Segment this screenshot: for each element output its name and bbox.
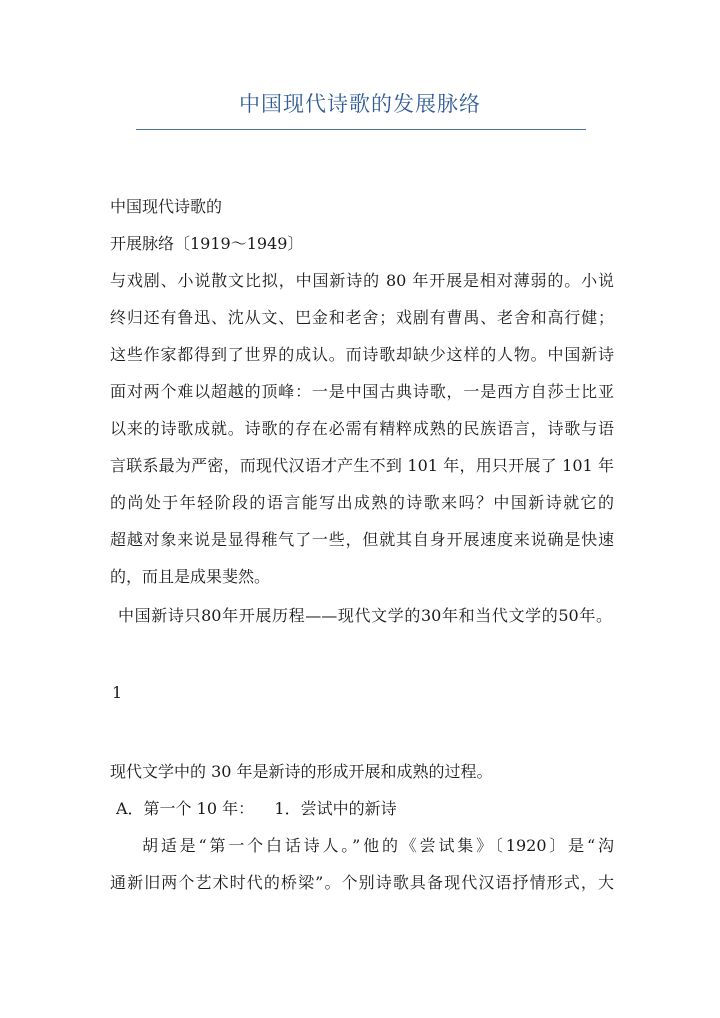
- paragraph-line: 以来的诗歌成就。诗歌的存在必需有精粹成熟的民族语言，诗歌与语: [110, 419, 614, 438]
- subtitle-line: 开展脉络〔1919～1949〕: [110, 234, 304, 253]
- paragraph-line: 的，而且是成果斐然。: [110, 567, 271, 586]
- title-divider: [136, 129, 586, 130]
- paragraph-line: 胡适是“第一个白话诗人。”他的《尝试集》〔1920〕是“沟: [142, 836, 614, 855]
- paragraph-line: 超越对象来说是显得稚气了一些，但就其自身开展速度来说确是快速: [110, 530, 614, 549]
- paragraph-line: 通新旧两个艺术时代的桥梁”。个别诗歌具备现代汉语抒情形式，大: [110, 873, 614, 892]
- page-number: 1: [112, 683, 123, 702]
- paragraph-line: 终归还有鲁迅、沈从文、巴金和老舍；戏剧有曹禺、老舍和高行健；: [110, 308, 614, 327]
- paragraph-line: 这些作家都得到了世界的成认。而诗歌却缺少这样的人物。中国新诗: [110, 345, 614, 364]
- paragraph-line: 的尚处于年轻阶段的语言能写出成熟的诗歌来吗？中国新诗就它的: [110, 493, 614, 512]
- paragraph-line: 现代文学中的 30 年是新诗的形成开展和成熟的过程。: [110, 762, 493, 781]
- section-heading: A．第一个 10 年： 1．尝试中的新诗: [116, 799, 397, 818]
- paragraph-line: 面对两个难以超越的顶峰：一是中国古典诗歌，一是西方自莎士比亚: [110, 382, 614, 401]
- page-title: 中国现代诗歌的发展脉络: [239, 92, 481, 116]
- paragraph-line: 言联系最为严密，而现代汉语才产生不到 101 年，用只开展了 101 年: [110, 456, 614, 475]
- subtitle-line: 中国现代诗歌的: [110, 197, 223, 216]
- paragraph-line: 中国新诗只80年开展历程——现代文学的30年和当代文学的50年。: [118, 606, 612, 625]
- paragraph-line: 与戏剧、小说散文比拟，中国新诗的 80 年开展是相对薄弱的。小说: [110, 271, 614, 290]
